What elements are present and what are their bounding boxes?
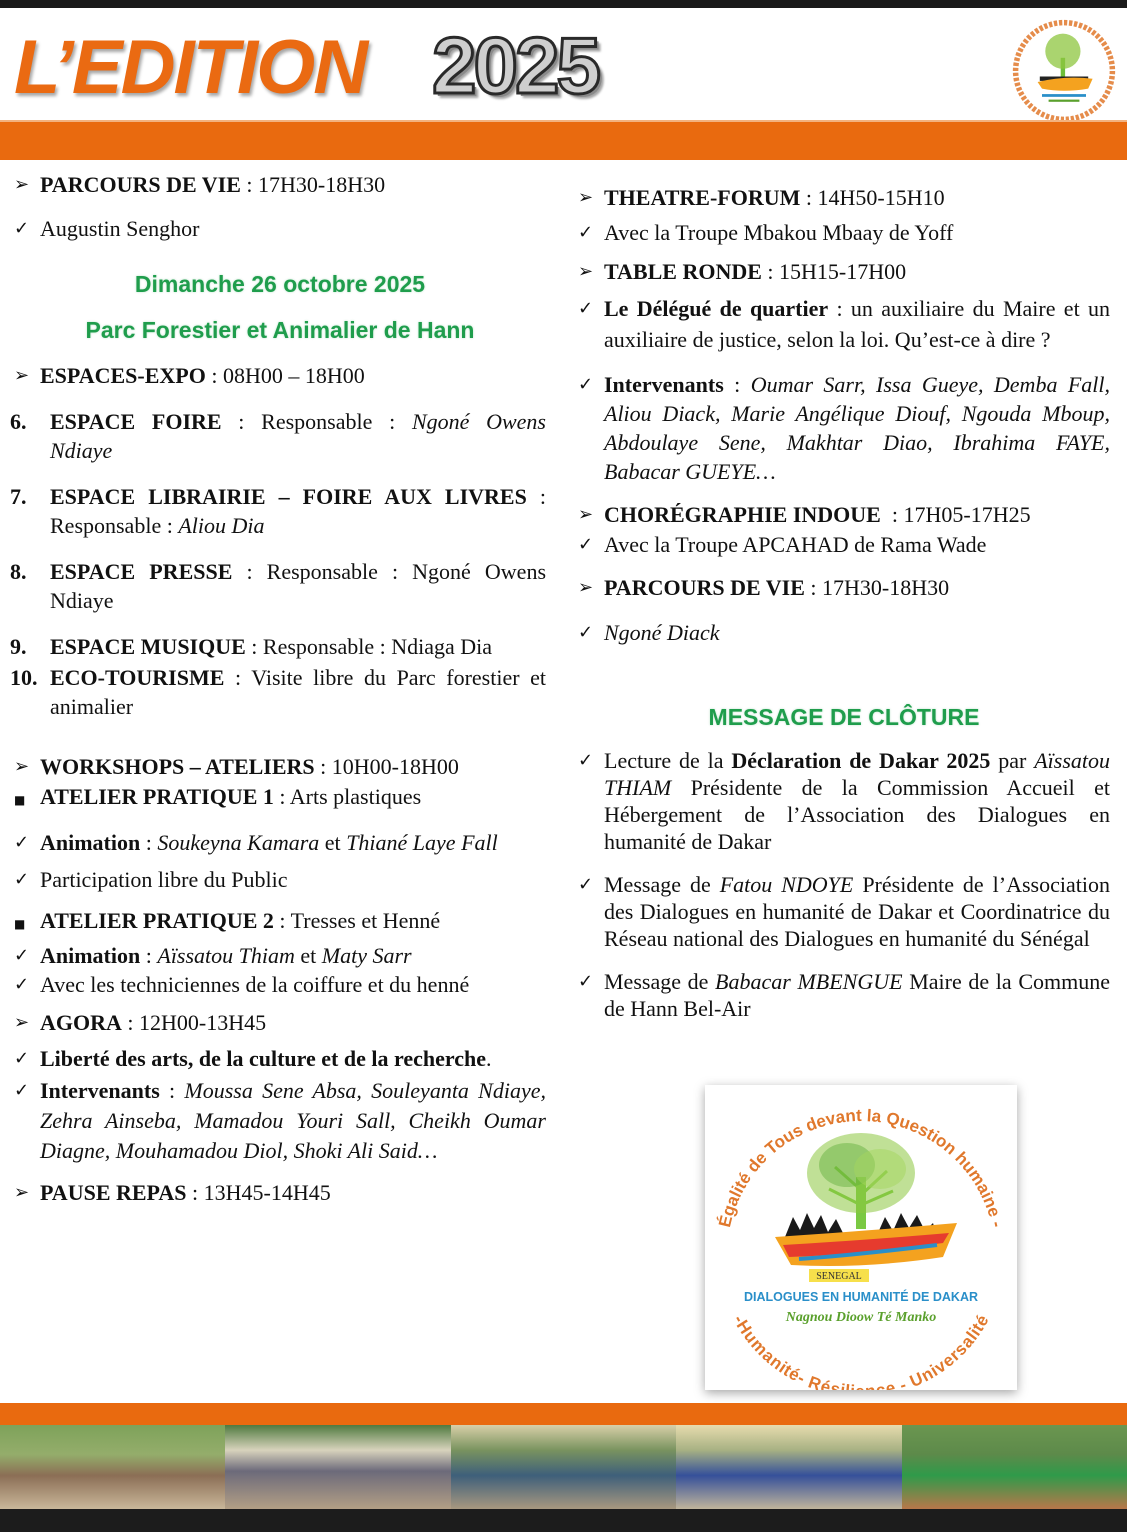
agora-theme-item bbox=[14, 1044, 546, 1073]
photo-strip bbox=[0, 1425, 1127, 1509]
separator: : bbox=[186, 1180, 204, 1205]
workshops-item bbox=[14, 752, 546, 781]
animation1-person2: Thiané Laye Fall bbox=[346, 830, 498, 855]
item-detail: : Responsable : Ndiaga Dia bbox=[245, 634, 493, 659]
edition-year: 2025 bbox=[432, 21, 598, 110]
separator: : bbox=[140, 830, 158, 855]
separator: : bbox=[273, 908, 291, 933]
item-label: ESPACE MUSIQUE bbox=[50, 634, 246, 659]
left-column bbox=[10, 170, 547, 1207]
closing-pre: Message de bbox=[604, 969, 716, 994]
header bbox=[0, 8, 1127, 120]
pause-label: PAUSE REPAS bbox=[40, 1180, 187, 1205]
parcours-time: 17H30-18H30 bbox=[258, 172, 386, 197]
arrow-icon: ➢ bbox=[14, 174, 30, 195]
participation-item bbox=[14, 865, 546, 894]
numbered-item bbox=[10, 632, 546, 661]
separator: : bbox=[723, 372, 751, 397]
animation1-item bbox=[14, 821, 546, 865]
theatre-time: 14H50-15H10 bbox=[817, 185, 945, 210]
table-ronde-item bbox=[578, 257, 1110, 286]
parcours-right-person-item bbox=[578, 618, 1110, 647]
logo-small-org-bar bbox=[1042, 94, 1086, 97]
parcours-person-item bbox=[14, 214, 546, 243]
check-icon: ✓ bbox=[14, 974, 30, 995]
theatre-troupe-item bbox=[578, 218, 1110, 247]
atelier1-item bbox=[14, 782, 546, 811]
event-photo bbox=[902, 1425, 1127, 1509]
arrow-icon: ➢ bbox=[14, 1012, 30, 1033]
parcours-right-time: 17H30-18H30 bbox=[822, 575, 950, 600]
pause-item bbox=[14, 1178, 546, 1207]
animation2-label: Animation bbox=[40, 943, 141, 968]
logo-arc-bottom: -Humanité- Rés e - Universalité bbox=[729, 1311, 993, 1390]
event-photo bbox=[0, 1425, 225, 1509]
numbered-item bbox=[10, 557, 547, 615]
venue-heading: Parc Forestier et Animalier de Hann bbox=[85, 317, 475, 343]
edition-title: L’EDITION bbox=[14, 25, 367, 110]
numbered-item bbox=[10, 663, 546, 721]
table-theme-label: Le Délégué de quartier bbox=[604, 296, 829, 321]
association-logo-small bbox=[1008, 16, 1120, 126]
table-theme-item bbox=[578, 293, 1110, 355]
separator: : bbox=[804, 575, 823, 600]
item-detail: : Responsable : Ngoné Owens Ndiaye bbox=[50, 559, 547, 613]
closing-post: Présidente de l’Association des Dialogues en humanité de Dakar et Coordinatrice du Réseau national des Dialogues en humanité du Sénégal bbox=[604, 872, 1110, 951]
animation2-item bbox=[14, 941, 546, 970]
separator: : bbox=[240, 172, 259, 197]
logo-org-name: DIALOGUES EN HUMANITÉ DE DAKAR bbox=[743, 1290, 979, 1304]
check-icon: ✓ bbox=[578, 298, 594, 319]
closing-mid: par bbox=[990, 748, 1035, 773]
item-detail: : Responsable : bbox=[221, 409, 412, 434]
association-logo-large bbox=[705, 1085, 1017, 1390]
closing-pre: Message de bbox=[604, 872, 720, 897]
arrow-icon: ➢ bbox=[578, 504, 594, 525]
techniciennes-text: Avec les techniciennes de la coiffure et du henné bbox=[40, 972, 470, 997]
item-number: 8. bbox=[10, 559, 27, 584]
closing-post: Présidente de la Commission Accueil et Hébergement de l’Association des Dialogues en humanité de Dakar bbox=[604, 775, 1110, 854]
choregraphie-time: 17H05-17H25 bbox=[903, 502, 1031, 527]
agora-time: 12H00-13H45 bbox=[139, 1010, 267, 1035]
separator: : bbox=[121, 1010, 140, 1035]
closing-pre: Lecture de la bbox=[604, 748, 732, 773]
closing-bold: Déclaration de Dakar 2025 bbox=[731, 748, 991, 773]
check-icon: ✓ bbox=[14, 1048, 30, 1069]
event-photo bbox=[676, 1425, 901, 1509]
item-label: ECO-TOURISME bbox=[50, 665, 225, 690]
logo-small-motto-bar bbox=[1049, 100, 1080, 102]
boat-label: SENEGAL bbox=[816, 1271, 862, 1282]
agora-speakers-names: Moussa Sene Absa, Souleyanta Ndiaye, Zehra Ainseba, Mamadou Youri Sall, Cheikh Oumar Diagne, Mouhamadou Diol, Shoki Ali Said… bbox=[40, 1078, 546, 1163]
participation-text: Participation libre du Public bbox=[40, 867, 288, 892]
theatre-troupe: Avec la Troupe Mbakou Mbaay de Yoff bbox=[604, 220, 954, 245]
tree-icon bbox=[807, 1133, 915, 1229]
separator: : bbox=[273, 784, 290, 809]
closing-item bbox=[578, 968, 1110, 1022]
atelier2-label: ATELIER PRATIQUE 2 bbox=[40, 908, 274, 933]
choregraphie-label: CHORÉGRAPHIE INDOUE bbox=[604, 502, 881, 527]
check-icon: ✓ bbox=[14, 869, 30, 890]
check-icon: ✓ bbox=[578, 374, 594, 395]
check-icon: ✓ bbox=[14, 832, 30, 853]
theatre-label: THEATRE-FORUM bbox=[604, 185, 801, 210]
atelier1-label: ATELIER PRATIQUE 1 bbox=[40, 784, 274, 809]
separator: : bbox=[761, 259, 780, 284]
animation2-person2: Maty Sarr bbox=[321, 943, 412, 968]
check-icon: ✓ bbox=[14, 1080, 30, 1101]
item-detail: : Visite libre du Parc forestier et animalier bbox=[50, 665, 546, 719]
square-bullet-icon: ■ bbox=[14, 793, 26, 807]
separator: : bbox=[880, 502, 904, 527]
arrow-icon: ➢ bbox=[578, 187, 594, 208]
animation1-person1: Soukeyna Kamara bbox=[157, 830, 320, 855]
table-speakers-names: Oumar Sarr, Issa Gueye, Demba Fall, Aliou Diack, Marie Angélique Diouf, Ngouda Mboup, Abdoulaye Sene, Makhtar Diao, Ibrahima FAYE, Babacar GUEYE… bbox=[604, 372, 1110, 484]
conjunction: et bbox=[294, 943, 322, 968]
check-icon: ✓ bbox=[578, 750, 594, 771]
closing-item bbox=[578, 871, 1110, 952]
agora-theme-end: . bbox=[486, 1046, 492, 1071]
separator: : bbox=[159, 1078, 185, 1103]
espaces-expo-label: ESPACES-EXPO bbox=[40, 363, 206, 388]
agora-label: AGORA bbox=[40, 1010, 122, 1035]
table-speakers-item bbox=[578, 370, 1110, 486]
animation1-label: Animation bbox=[40, 830, 141, 855]
atelier2-topic: Tresses et Henné bbox=[290, 908, 441, 933]
orange-band-bottom bbox=[0, 1403, 1127, 1425]
logo-arc-top: Égalité de Tous devant la Question humaine - bbox=[715, 1105, 1007, 1230]
conjunction: et bbox=[319, 830, 347, 855]
choregraphie-troupe: Avec la Troupe APCAHAD de Rama Wade bbox=[604, 532, 987, 557]
closing-person: Aïssatou THIAM bbox=[604, 748, 1111, 800]
arrow-icon: ➢ bbox=[14, 365, 30, 386]
orange-band-top bbox=[0, 120, 1127, 160]
check-icon: ✓ bbox=[14, 218, 30, 239]
parcours-right-person: Ngoné Diack bbox=[604, 620, 720, 645]
item-number: 7. bbox=[10, 484, 27, 509]
arrow-icon: ➢ bbox=[578, 261, 594, 282]
espaces-expo-item bbox=[14, 361, 546, 390]
check-icon: ✓ bbox=[578, 622, 594, 643]
separator: : bbox=[140, 943, 158, 968]
event-photo bbox=[225, 1425, 450, 1509]
separator: : bbox=[314, 754, 332, 779]
tree-crown-icon bbox=[1045, 34, 1080, 69]
atelier1-topic: Arts plastiques bbox=[289, 784, 422, 809]
choregraphie-item bbox=[578, 500, 1110, 529]
item-label: ESPACE LIBRAIRIE – FOIRE AUX LIVRES bbox=[50, 484, 527, 509]
closing-person: Fatou NDOYE bbox=[719, 872, 854, 897]
arrow-icon: ➢ bbox=[578, 577, 594, 598]
event-photo bbox=[451, 1425, 676, 1509]
techniciennes-item bbox=[14, 970, 546, 999]
pause-time: 13H45-14H45 bbox=[203, 1180, 331, 1205]
numbered-item bbox=[10, 482, 546, 540]
agora-item bbox=[14, 1008, 546, 1037]
parcours-label: PARCOURS DE VIE bbox=[40, 172, 241, 197]
right-column bbox=[578, 183, 1110, 1022]
table-speakers-label: Intervenants bbox=[604, 372, 724, 397]
check-icon: ✓ bbox=[578, 222, 594, 243]
closing-person: Babacar MBENGUE bbox=[715, 969, 903, 994]
workshops-time: 10H00-18H00 bbox=[331, 754, 459, 779]
item-number: 9. bbox=[10, 634, 27, 659]
item-label: ESPACE PRESSE bbox=[50, 559, 233, 584]
animation2-person1: Aïssatou Thiam bbox=[157, 943, 295, 968]
item-number: 6. bbox=[10, 409, 27, 434]
logo-motto: Nagnou Dioow Té Manko bbox=[785, 1310, 937, 1325]
parcours-person: Augustin Senghor bbox=[40, 216, 200, 241]
item-label: ESPACE FOIRE bbox=[50, 409, 222, 434]
closing-heading: MESSAGE DE CLÔTURE bbox=[708, 704, 980, 730]
espaces-expo-time: 08H00 – 18H00 bbox=[222, 363, 365, 388]
day-heading: Dimanche 26 octobre 2025 bbox=[134, 271, 426, 297]
table-ronde-label: TABLE RONDE bbox=[604, 259, 762, 284]
check-icon: ✓ bbox=[578, 874, 594, 895]
workshops-label: WORKSHOPS – ATELIERS bbox=[40, 754, 315, 779]
check-icon: ✓ bbox=[578, 971, 594, 992]
item-detail: : Responsable : bbox=[50, 484, 546, 538]
check-icon: ✓ bbox=[14, 945, 30, 966]
table-ronde-time: 15H15-17H00 bbox=[779, 259, 907, 284]
choregraphie-troupe-item bbox=[578, 530, 1110, 559]
arrow-icon: ➢ bbox=[14, 1182, 30, 1203]
agora-speakers-label: Intervenants bbox=[40, 1078, 160, 1103]
closing-post: Maire de la Commune de Hann Bel-Air bbox=[604, 969, 1110, 1021]
numbered-item bbox=[10, 407, 546, 465]
parcours-right-item bbox=[578, 573, 1110, 602]
theatre-item bbox=[578, 183, 1110, 212]
top-dark-bar bbox=[0, 0, 1127, 8]
square-bullet-icon: ■ bbox=[14, 917, 26, 931]
parcours-right-label: PARCOURS DE VIE bbox=[604, 575, 805, 600]
atelier2-item bbox=[14, 906, 546, 935]
parcours-de-vie-item bbox=[14, 170, 546, 199]
agora-theme: Liberté des arts, de la culture et de la recherche bbox=[40, 1046, 487, 1071]
table-theme-text: : un auxiliaire du Maire et un auxiliaire de justice, selon la loi. Qu’est-ce à dire ? bbox=[604, 296, 1111, 352]
arrow-icon: ➢ bbox=[14, 756, 30, 777]
check-icon: ✓ bbox=[578, 534, 594, 555]
agora-speakers-item bbox=[14, 1076, 546, 1166]
item-person: Aliou Dia bbox=[178, 513, 265, 538]
item-number: 10. bbox=[10, 665, 38, 690]
separator: : bbox=[205, 363, 223, 388]
closing-item bbox=[578, 747, 1110, 855]
bottom-dark-bar bbox=[0, 1509, 1127, 1532]
item-person: Ngoné Owens Ndiaye bbox=[50, 409, 546, 463]
separator: : bbox=[800, 185, 818, 210]
